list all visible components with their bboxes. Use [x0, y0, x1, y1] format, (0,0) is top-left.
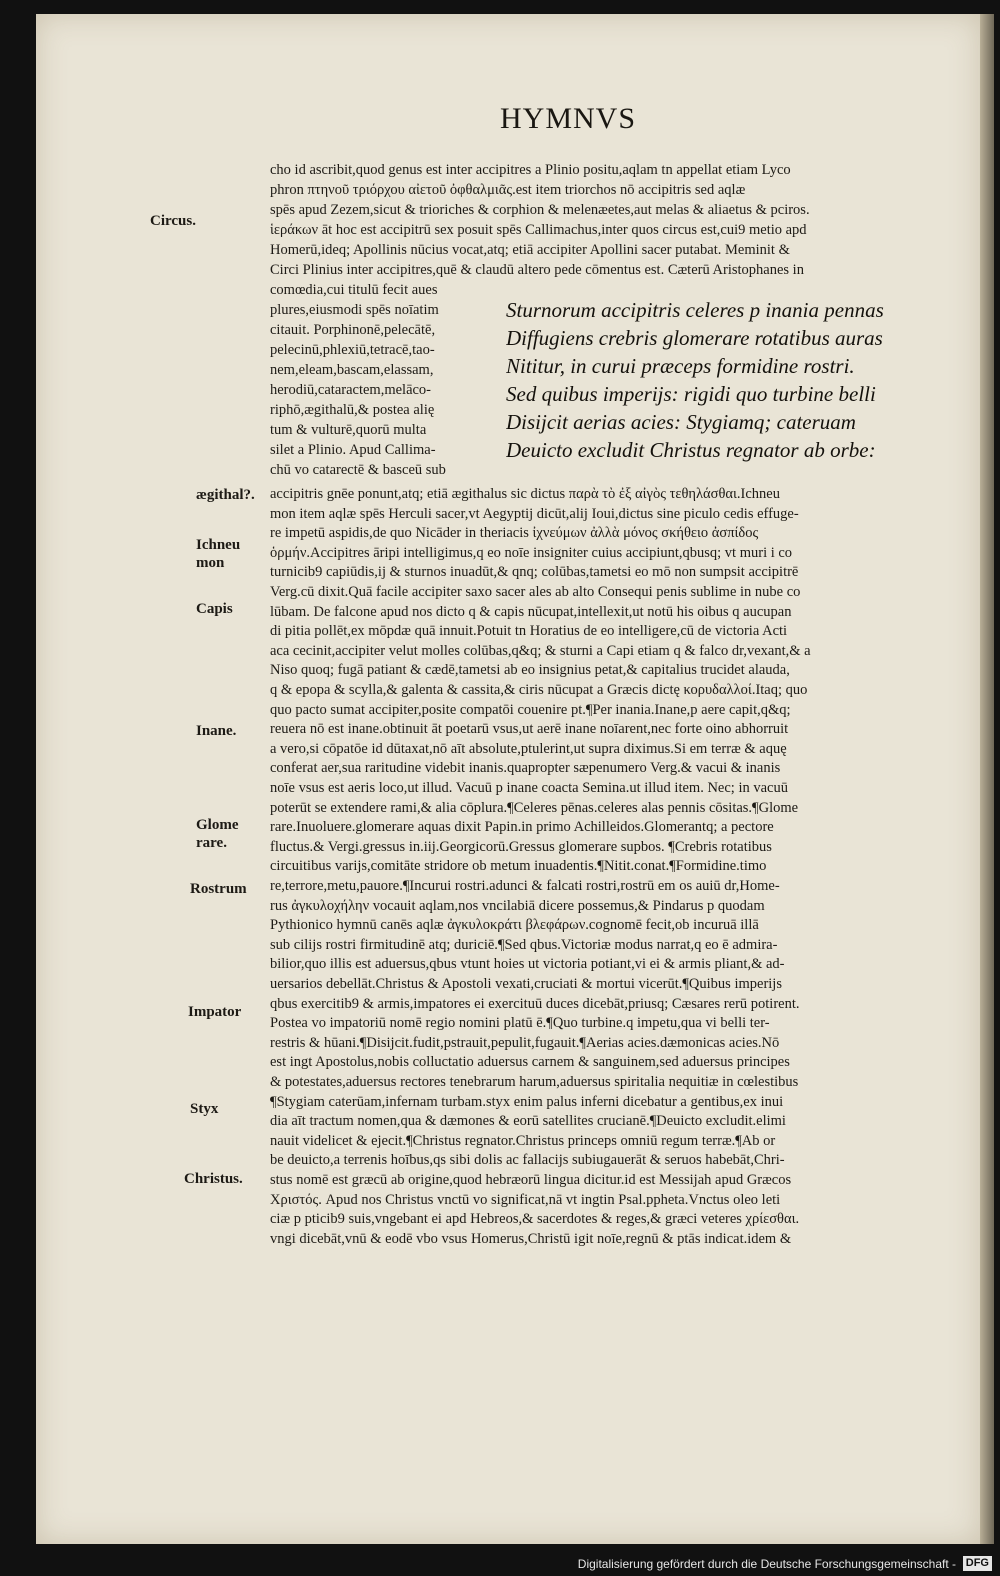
- body-line-narrow: chū vo catarectē & basceū sub: [270, 462, 446, 478]
- margin-note-capis: Capis: [196, 601, 233, 617]
- body-line: accipitris gnēe ponunt,atq; etiā ægithalus sic dictus παρὰ τὸ ἐξ αἰγὸς τεθηλάσθαι.Ichneu: [270, 486, 780, 502]
- body-line-narrow: herodiū,cataractem,melāco-: [270, 382, 432, 398]
- body-line: circuitibus varijs,comitāte stridore ob metum inuadentis.¶Nitit.conat.¶Formidine.timo: [270, 858, 767, 875]
- body-line: q & epopa & scylla,& galenta & cassita,& ciris nūcupat a Græcis dictę κορυδαλλοί.Itaq; quo: [270, 682, 808, 698]
- body-line-narrow: riphō,ægithalū,& postea alię: [270, 402, 435, 418]
- verse-line: Disijcit aerias acies: Stygiamq; cateruam: [506, 410, 856, 434]
- page-edge: [980, 14, 994, 1544]
- margin-note-rostrum: Rostrum: [190, 881, 247, 897]
- body-line: ἱεράκων āt hoc est accipitrū sex posuit spēs Callimachus,inter quos circus est,cui9 metio apd: [270, 222, 807, 238]
- body-line: spēs apud Zezem,sicut & trioriches & corphion & melenæetes,aut melas & aliaetus & pciros.: [270, 202, 810, 218]
- body-line: a vero,si cōpatōe id dūtaxat,nō aīt absolute,ptulerint,ut supra diximus.Si em terræ & aquę: [270, 740, 787, 757]
- body-line: sub cilijs rostri firmitudinē atq; duriciē.¶Sed qbus.Victoriæ modus narrat,q eo ē admira-: [270, 936, 778, 953]
- verse-line: Sed quibus imperijs: rigidi quo turbine belli: [506, 382, 876, 406]
- body-line: conferat aer,sua raritudine videbit inanis.quapropter sæpenumero Verg.& vacui & inanis: [270, 760, 781, 777]
- body-line: & potestates,aduersus rectores tenebrarum harum,aduersus spiritalia nequitiæ in cœlestibus: [270, 1074, 799, 1090]
- body-line: rus ἀγκυλοχήλην vocauit aqlam,nos vncilabiā dicere possemus,& Pindarus p quodam: [270, 897, 765, 914]
- body-line: vngi dicebāt,vnū & eodē vbo vsus Homerus,Christū igit noīe,regnū & ptās indicat.idem &: [270, 1230, 792, 1247]
- body-line: poterūt se extendere rami,& alia cōplura.¶Celeres pēnas.celeres alas pennis cōsitas.¶Glome: [270, 799, 799, 816]
- body-line: Niso quoq; fugā patiant & cædē,tametsi ab eo insignius petat,& capitalius trucidet alauda,: [270, 662, 790, 679]
- body-line: uersarios debellāt.Christus & Apostoli vexati,cruciati & mortui vicerūt.¶Quibus imperijs: [270, 976, 782, 992]
- footer-bar: [0, 1552, 1000, 1576]
- body-line: turnicib9 capiūdis,ij & sturnos inuadūt,& qnq; colūbas,tametsi eo mō non sumpsit accipitrē: [270, 564, 799, 581]
- margin-note-christus: Christus.: [184, 1171, 243, 1187]
- body-line: ¶Stygiam caterūam,infernam turbam.styx enim palus inferni dicebatur a gentibus,ex inui: [270, 1093, 784, 1110]
- body-line: Verg.cū dixit.Quā facile accipiter saxo sacer ales ab alto Consequi penis sublime in nube co: [270, 584, 801, 600]
- body-line: reuera nō est inane.obtinuit āt poetarū vsus,ut aerē inane noīarent,nec forte oino abhorruit: [270, 721, 789, 738]
- body-line: qbus exercitib9 & armis,impatores ei exercituū duces dicebāt,priusq; Cæsares rerū potirent.: [270, 995, 800, 1012]
- body-line: nauit videlicet & ejecit.¶Christus regnator.Christus princeps omniū regum terræ.¶Ab or: [270, 1132, 776, 1149]
- margin-note-aegithalus: ægithal?.: [196, 487, 255, 503]
- body-line-narrow: plures,eiusmodi spēs noīatim: [270, 302, 439, 318]
- verse-line: Diffugiens crebris glomerare rotatibus auras: [506, 326, 883, 350]
- body-line: mon item aqlæ spēs Herculi sacer,vt Aegyptij dicūt,alij Ioui,dictus sine piculo cedis effuge-: [270, 505, 799, 522]
- body-line: stus nomē est græcū ab origine,quod hebræorū lingua dicitur.id est Messijah apud Græcos: [270, 1172, 792, 1188]
- body-line: fluctus.& Vergi.gressus in.iij.Georgicorū.Gressus glomerare supbos. ¶Crebris rotatibus: [270, 838, 772, 855]
- verse-line: Deuicto excludit Christus regnator ab orbe:: [506, 438, 876, 462]
- dfg-logo: DFG: [963, 1556, 992, 1571]
- body-line: bilior,quo illis est aduersus,qbus vtunt hoies ut victoria potiant,vi ei & armis pliant,& ad-: [270, 956, 785, 973]
- margin-note-imperator: Impator: [188, 1004, 242, 1020]
- body-line: be deuicto,a terrenis hoībus,qs sibi dolis ac fallacijs subiugauerāt & seruos habebāt,Chri-: [270, 1152, 785, 1169]
- verse-line: Nititur, in curui præceps formidine rostri.: [506, 354, 855, 378]
- body-line-narrow: nem,eleam,bascam,elassam,: [270, 362, 434, 378]
- body-line: quo pacto sumat accipiter,posite compatōi couenire pt.¶Per inania.Inane,p aere capit,q&q;: [270, 701, 791, 718]
- body-line: ὁρμήν.Accipitres āripi intelligimus,q eo noīe insigniter cuius accipiunt,qbusq; vt muri i co: [270, 544, 793, 561]
- body-line: re impetū aspidis,de quo Nicāder in theriacis ἰχνεύμων ἀλλὰ μόνος σκήθειο ἀσπίδος: [270, 525, 759, 542]
- body-line: Pythionico hymnū canēs aqlæ ἀγκυλοκράτι βλεφάρων.cognomē fecit,ob incuruā illā: [270, 917, 759, 934]
- verse-line: Sturnorum accipitris celeres p inania pennas: [506, 298, 884, 322]
- body-line: aca cecinit,accipiter velut molles colūbas,q&q; & sturni a Capi etiam q & falco dr,vexant,& a: [270, 642, 811, 659]
- footer-credit: Digitalisierung gefördert durch die Deutsche Forschungsgemeinschaft -: [577, 1557, 956, 1571]
- body-line-narrow: tum & vulturē,quorū multa: [270, 422, 427, 438]
- body-line-narrow: silet a Plinio. Apud Callima-: [270, 442, 436, 458]
- margin-note-inane: Inane.: [196, 723, 237, 739]
- body-line: cho id ascribit,quod genus est inter accipitres a Plinio positu,aqlam tn appellat etiam Lyco: [270, 162, 791, 178]
- margin-note-circus: Circus.: [150, 213, 196, 229]
- body-line: Homerū,ideq; Apollinis nūcius vocat,atq; etiā accipiter Apollini sacer putabat. Meminit &: [270, 242, 790, 258]
- body-line: dia aīt tractum nomen,qua & dæmones & eorū satellites crucianē.¶Deuicto excludit.elimi: [270, 1113, 786, 1130]
- body-line-narrow: citauit. Porphinonē,pelecātē,: [270, 322, 436, 338]
- body-line: phron πτηνοῦ τριόρχου αἰετοῦ ὀφθαλμιᾶς.est item triorchos nō accipitris sed aqlæ: [270, 182, 746, 198]
- body-line: est ingt Apostolus,nobis colluctatio aduersus carnem & sanguinem,sed aduersus principes: [270, 1054, 790, 1071]
- body-line: di pitia pollēt,ex mōpdæ quā innuit.Potuit tn Horatius de eo intelligere,cū de victoria Acti: [270, 623, 788, 640]
- body-line: lūbam. De falcone apud nos dicto q & capis nūcupat,intellexit,ut notū his oibus q aucupan: [270, 603, 792, 620]
- margin-note-ichneumon: Ichneu mon: [196, 537, 241, 571]
- body-line: Circi Plinius inter accipitres,quē & claudū altero pede cōmentus est. Cæterū Aristophanes in: [270, 262, 804, 278]
- body-line: Χριστός. Apud nos Christus vnctū vo significat,nā vt ingtin Psal.ppheta.Vnctus oleo leti: [270, 1191, 781, 1208]
- margin-note-styx: Styx: [190, 1101, 219, 1117]
- body-line: re,terrore,metu,pauore.¶Incurui rostri.adunci & falcati rostri,rostrū em os auiū dr,Home-: [270, 878, 780, 894]
- body-line: restris & hūani.¶Disijcit.fudit,pstrauit,pepulit,fugauit.¶Aerias acies.dæmonicas acies.Nō: [270, 1034, 780, 1051]
- body-line: noīe vsus est aeris loco,ut illud. Vacuū p inane coacta Semina.ut illud item. Nec; in vacuū: [270, 780, 788, 796]
- body-line: ciæ p pticib9 suis,vngebant ei apd Hebreos,& sacerdotes & reges,& græci veteres χρίεσθαι.: [270, 1211, 800, 1228]
- body-line-narrow: comœdia,cui titulū fecit aues: [270, 282, 438, 298]
- body-line-narrow: pelecinū,phlexiū,tetracē,tao-: [270, 342, 435, 358]
- body-line: rare.Inuoluere.glomerare aquas dixit Papin.in primo Achilleidos.Glomerantq; a pectore: [270, 819, 774, 836]
- margin-note-glomerare: Glome rare.: [196, 817, 239, 851]
- body-line: Postea vo impatoriū nomē regio nomini platū ē.¶Quo turbine.q impetu,qua vi belli ter-: [270, 1015, 770, 1032]
- running-head: HYMNVS: [500, 102, 637, 135]
